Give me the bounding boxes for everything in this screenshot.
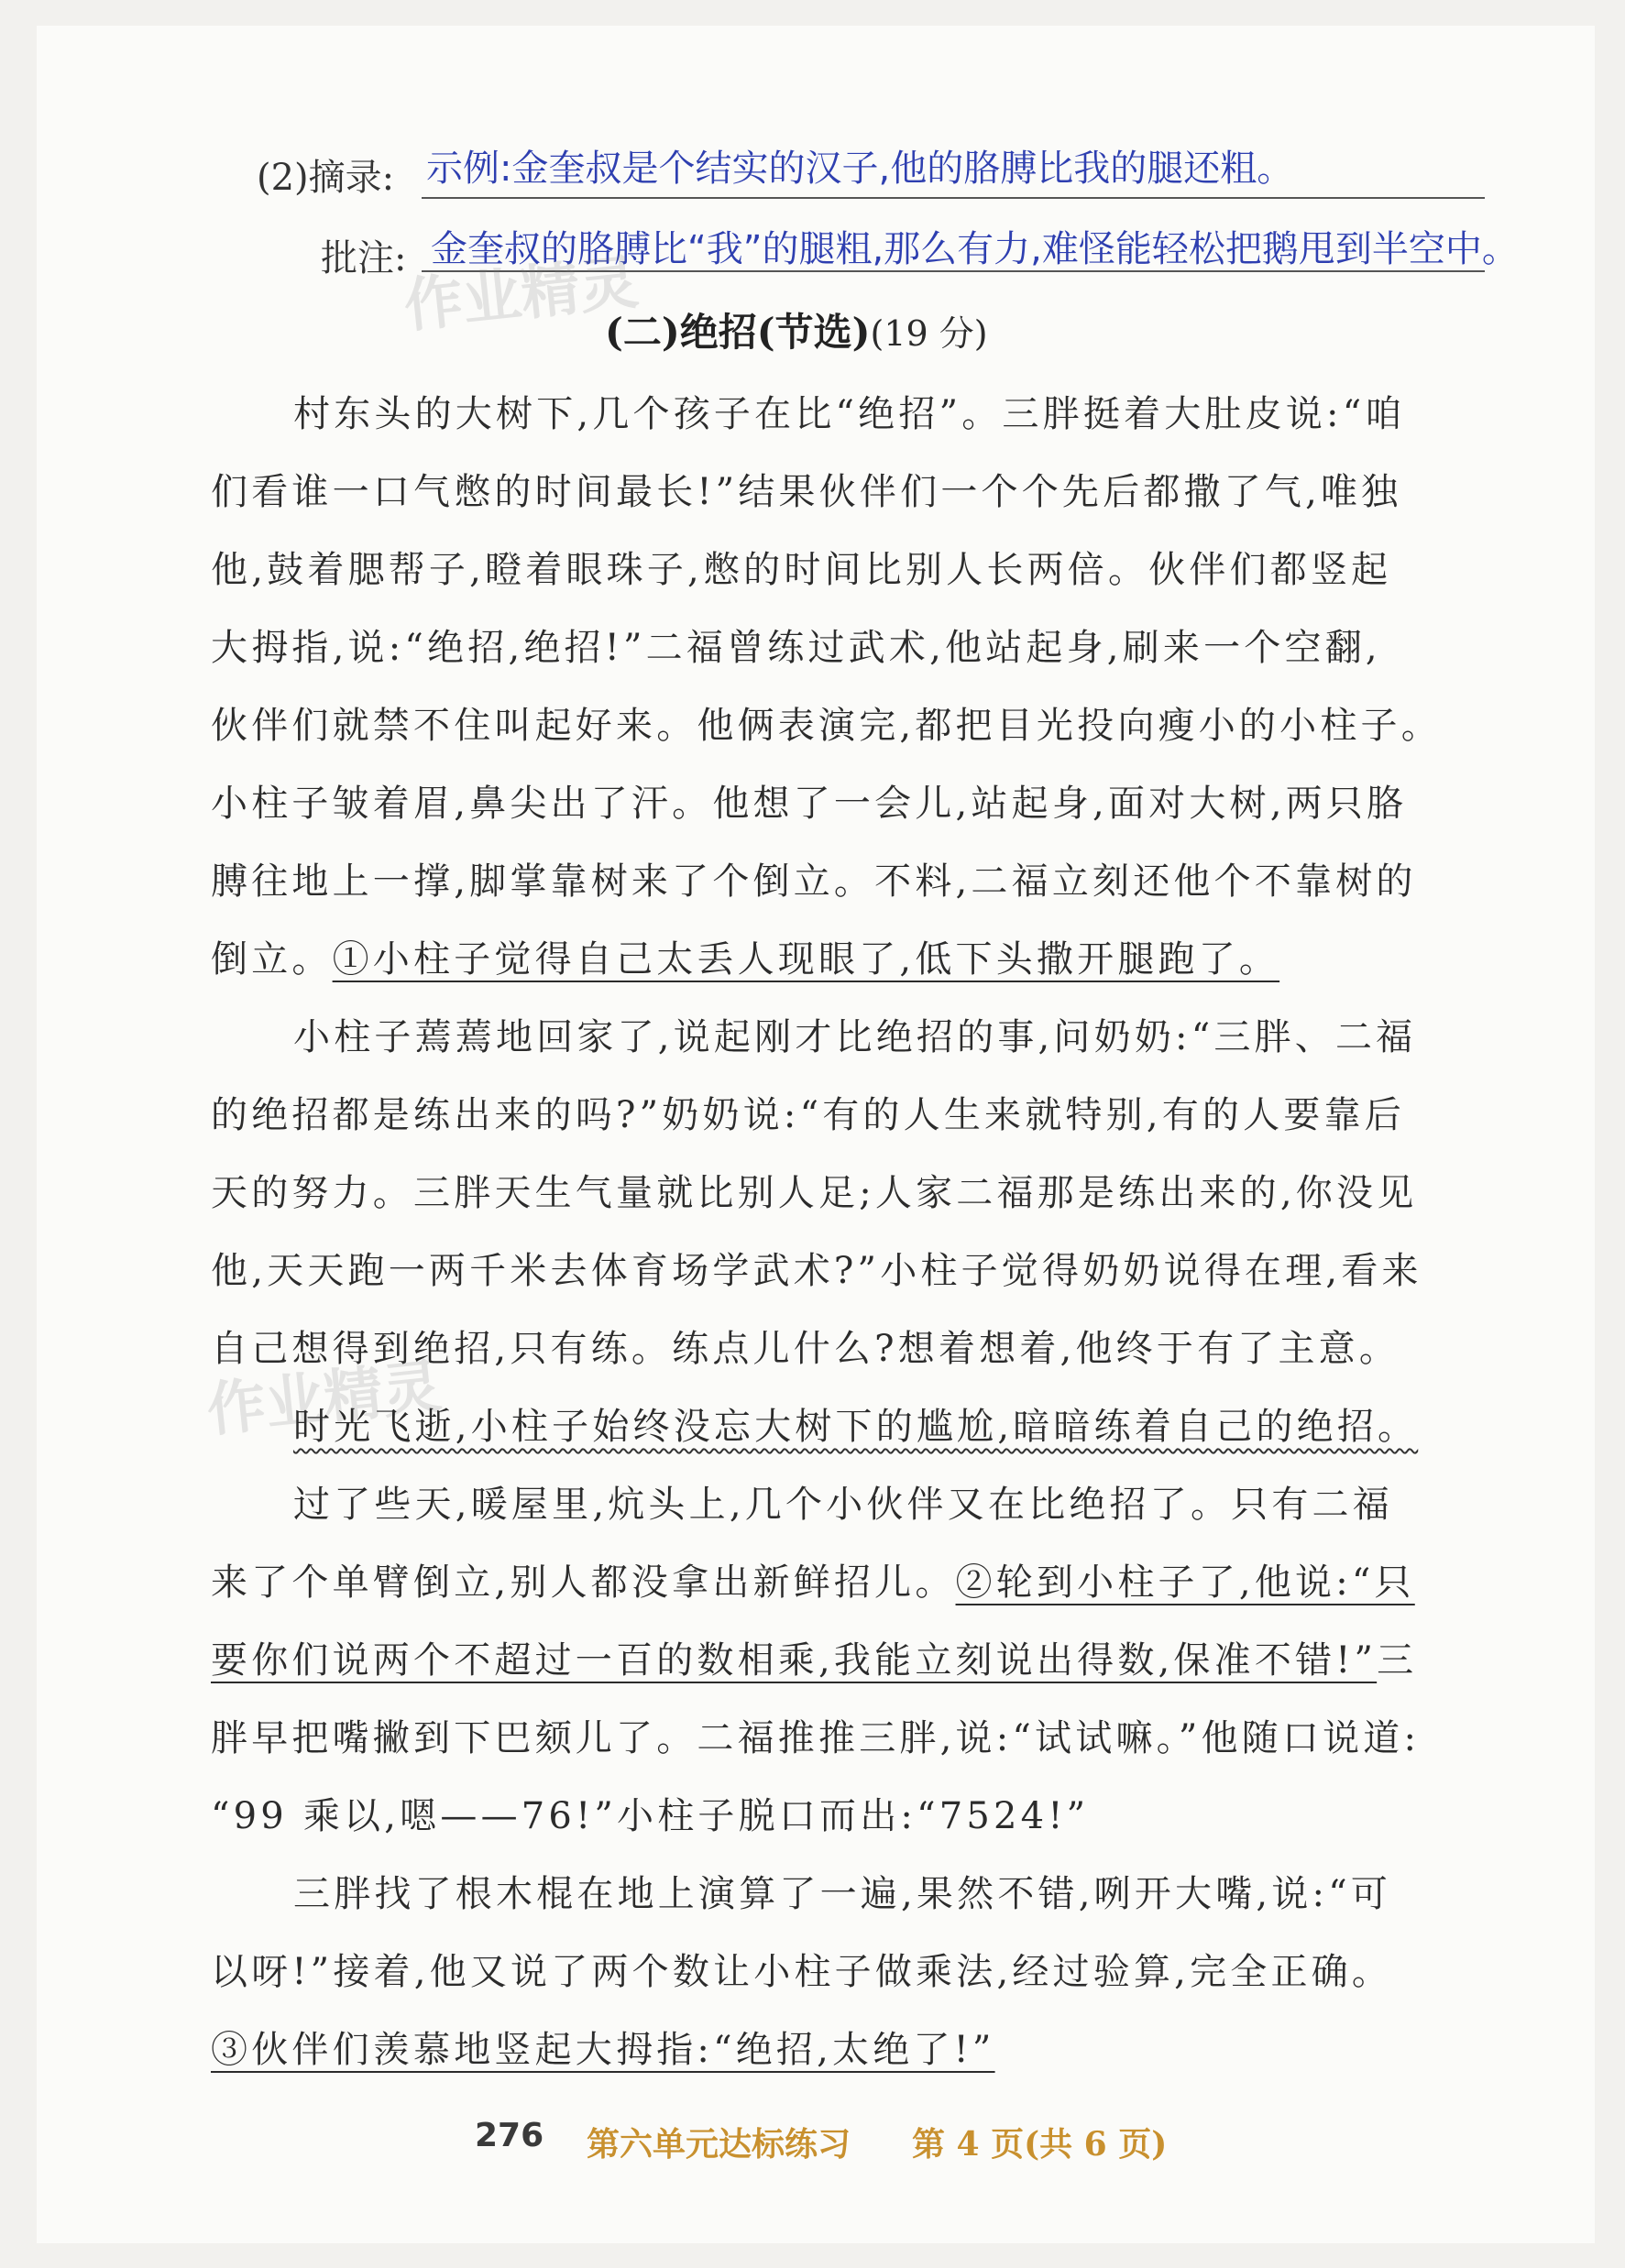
page-info: 第 4 页(共 6 页)	[912, 2125, 1168, 2164]
excerpt-answer: 示例:金奎叔是个结实的汉子,他的胳膊比我的腿还粗。	[426, 148, 1294, 190]
watermark-middle: 作业精灵	[203, 1353, 445, 1446]
p5-line-2: 以呀!”接着,他又说了两个数让小柱子做乘法,经过验算,完全正确。	[211, 1951, 1393, 1993]
p1-line-2: 们看谁一口气憋的时间最长!”结果伙伴们一个个先后都撒了气,唯独	[211, 471, 1402, 513]
p1-line-8	[211, 930, 1279, 982]
p1-line-8-plain: 倒立。	[211, 938, 333, 981]
p4-line-2-plain: 来了个单臂倒立,别人都没拿出新鲜招儿。	[211, 1561, 956, 1604]
section-heading	[605, 302, 988, 357]
section-score: (19 分)	[870, 313, 988, 354]
p5-line-1: 三胖找了根木棍在地上演算了一遍,果然不错,咧开大嘴,说:“可	[293, 1873, 1392, 1915]
p2-line-1: 小柱子蔫蔫地回家了,说起刚才比绝招的事,问奶奶:“三胖、二福	[293, 1016, 1417, 1058]
p2-line-2: 的绝招都是练出来的吗?”奶奶说:“有的人生来就特别,有的人要靠后	[211, 1094, 1405, 1136]
watermark-top: 作业精灵	[401, 248, 642, 342]
p2-line-5: 自己想得到绝招,只有练。练点儿什么?想着想着,他终于有了主意。	[211, 1328, 1400, 1370]
wavy-underlined-sentence: 时光飞逝,小柱子始终没忘大树下的尴尬,暗暗练着自己的绝招。	[293, 1406, 1419, 1448]
p1-line-6: 小柱子皱着眉,鼻尖出了汗。他想了一会儿,站起身,面对大树,两只胳	[211, 783, 1408, 825]
p1-line-1: 村东头的大树下,几个孩子在比“绝招”。三胖挺着大肚皮说:“咱	[293, 393, 1406, 435]
p1-line-5: 伙伴们就禁不住叫起好来。他俩表演完,都把目光投向瘦小的小柱子。	[211, 705, 1442, 747]
page-number: 276	[475, 2117, 544, 2154]
p1-line-7: 膊往地上一撑,脚掌靠树来了个倒立。不料,二福立刻还他个不靠树的	[211, 860, 1417, 903]
underlined-sentence-2b: 要你们说两个不超过一百的数相乘,我能立刻说出得数,保准不错!”	[211, 1639, 1378, 1682]
p1-line-4: 大拇指,说:“绝招,绝招!”二福曾练过武术,他站起身,刷来一个空翻,	[211, 627, 1381, 669]
p4-line-5: “99 乘以,嗯——76!”小柱子脱口而出:“7524!”	[211, 1795, 1090, 1837]
p4-line-1: 过了些天,暖屋里,炕头上,几个小伙伴又在比绝招了。只有二福	[293, 1484, 1393, 1526]
annotation-label: 批注:	[321, 237, 407, 279]
p4-line-4: 胖早把嘴撇到下巴颏儿了。二福推推三胖,说:“试试嘛。”他随口说道:	[211, 1717, 1421, 1759]
excerpt-label: (2)摘录:	[257, 157, 395, 199]
annotation-answer: 金奎叔的胳膊比“我”的腿粗,那么有力,难怪能轻松把鹅甩到半空中。	[431, 228, 1519, 270]
excerpt-answer-line	[422, 197, 1485, 199]
unit-label: 第六单元达标练习	[587, 2125, 851, 2164]
underlined-sentence-3: ③伙伴们羡慕地竖起大拇指:“绝招,太绝了!”	[211, 2029, 995, 2071]
section-title: (二)绝招(节选)	[605, 310, 871, 355]
p2-line-3: 天的努力。三胖天生气量就比别人足;人家二福那是练出来的,你没见	[211, 1172, 1418, 1214]
p4-line-3	[211, 1631, 1417, 1683]
p2-line-4: 他,天天跑一两千米去体育场学武术?”小柱子觉得奶奶说得在理,看来	[211, 1250, 1422, 1292]
underlined-sentence-1: ①小柱子觉得自己太丢人现眼了,低下头撒开腿跑了。	[332, 938, 1280, 981]
underlined-sentence-2a: ②轮到小柱子了,他说:“只	[955, 1561, 1415, 1604]
p4-line-2	[211, 1553, 1415, 1605]
p1-line-3: 他,鼓着腮帮子,瞪着眼珠子,憋的时间比别人长两倍。伙伴们都竖起	[211, 549, 1392, 591]
p4-line-3-plain: 三	[1377, 1639, 1418, 1682]
